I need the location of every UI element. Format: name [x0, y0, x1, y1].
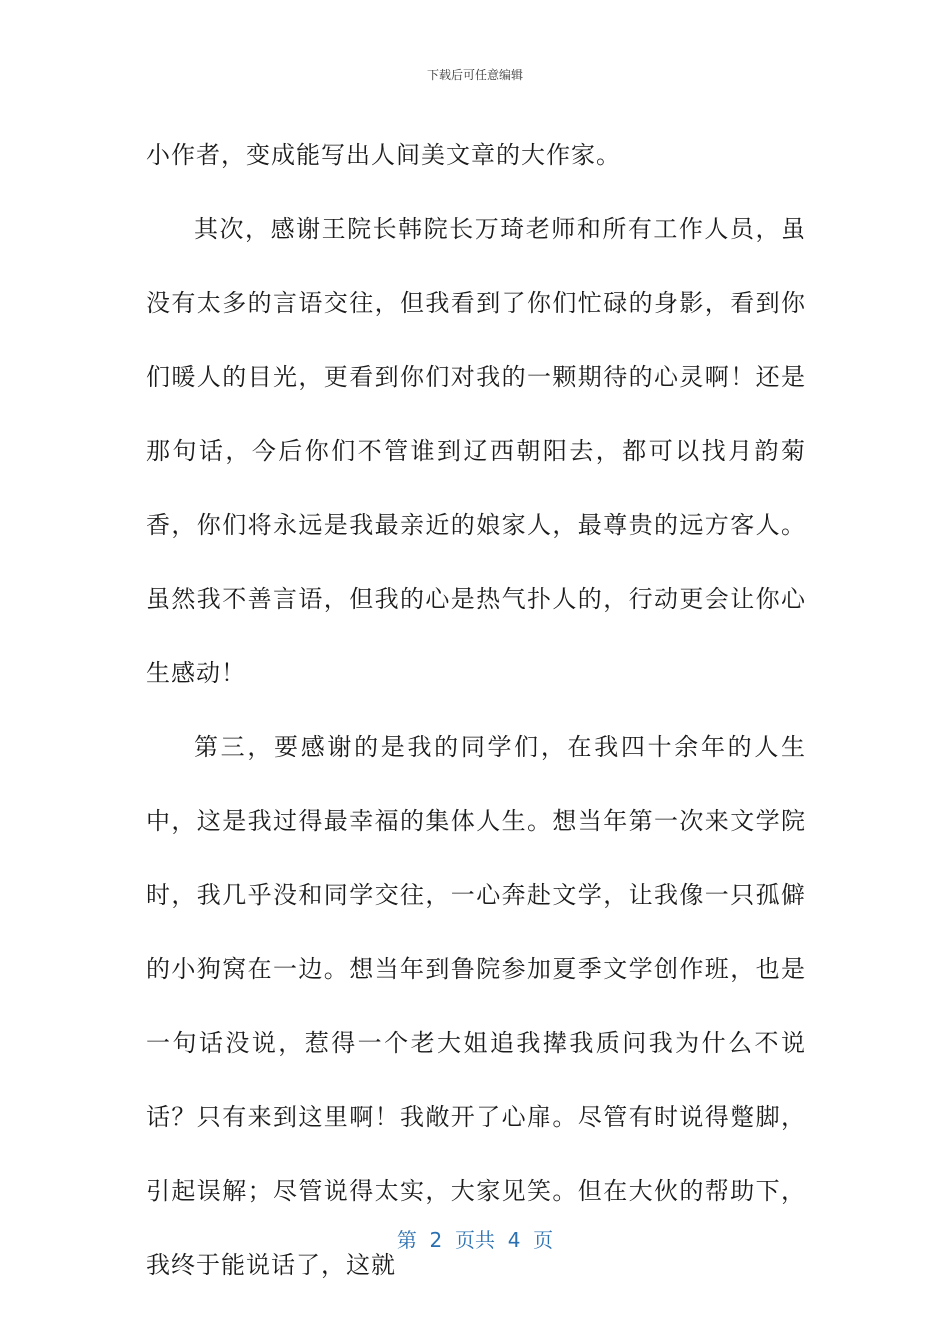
paragraph-second: 其次，感谢王院长韩院长万琦老师和所有工作人员，虽没有太多的言语交往，但我看到了你们忙碌的身影，看到你们暖人的目光，更看到你们对我的一颗期待的心灵啊！还是那句话，今后你们不管谁到辽西朝阳去，都可以找月韵菊香，你们将永远是我最亲近的娘家人，最尊贵的远方客人。虽然我不善言语，但我的心是热气扑人的，行动更会让你心生感动！ [146, 215, 806, 687]
paragraph-third: 第三，要感谢的是我的同学们，在我四十余年的人生中，这是我过得最幸福的集体人生。想当年第一次来文学院时，我几乎没和同学交往，一心奔赴文学，让我像一只孤僻的小狗窝在一边。想当年到鲁院参加夏季文学创作班，也是一句话没说，惹得一个老大姐追我撵我质问我为什么不说话？只有来到这里啊！我敞开了心扉。尽管有时说得蹩脚，引起误解；尽管说得太实，大家见笑。但在大伙的帮助下，我终于能说话了，这就 [146, 733, 806, 1279]
document-body [146, 118, 806, 1302]
header-note: 下载后可任意编辑 [426, 68, 523, 82]
page-number-label: 第 2 页共 4 页 [396, 1228, 554, 1252]
paragraph-continuation: 小作者，变成能写出人间美文章的大作家。 [146, 141, 621, 169]
page-number-footer [0, 1224, 950, 1253]
